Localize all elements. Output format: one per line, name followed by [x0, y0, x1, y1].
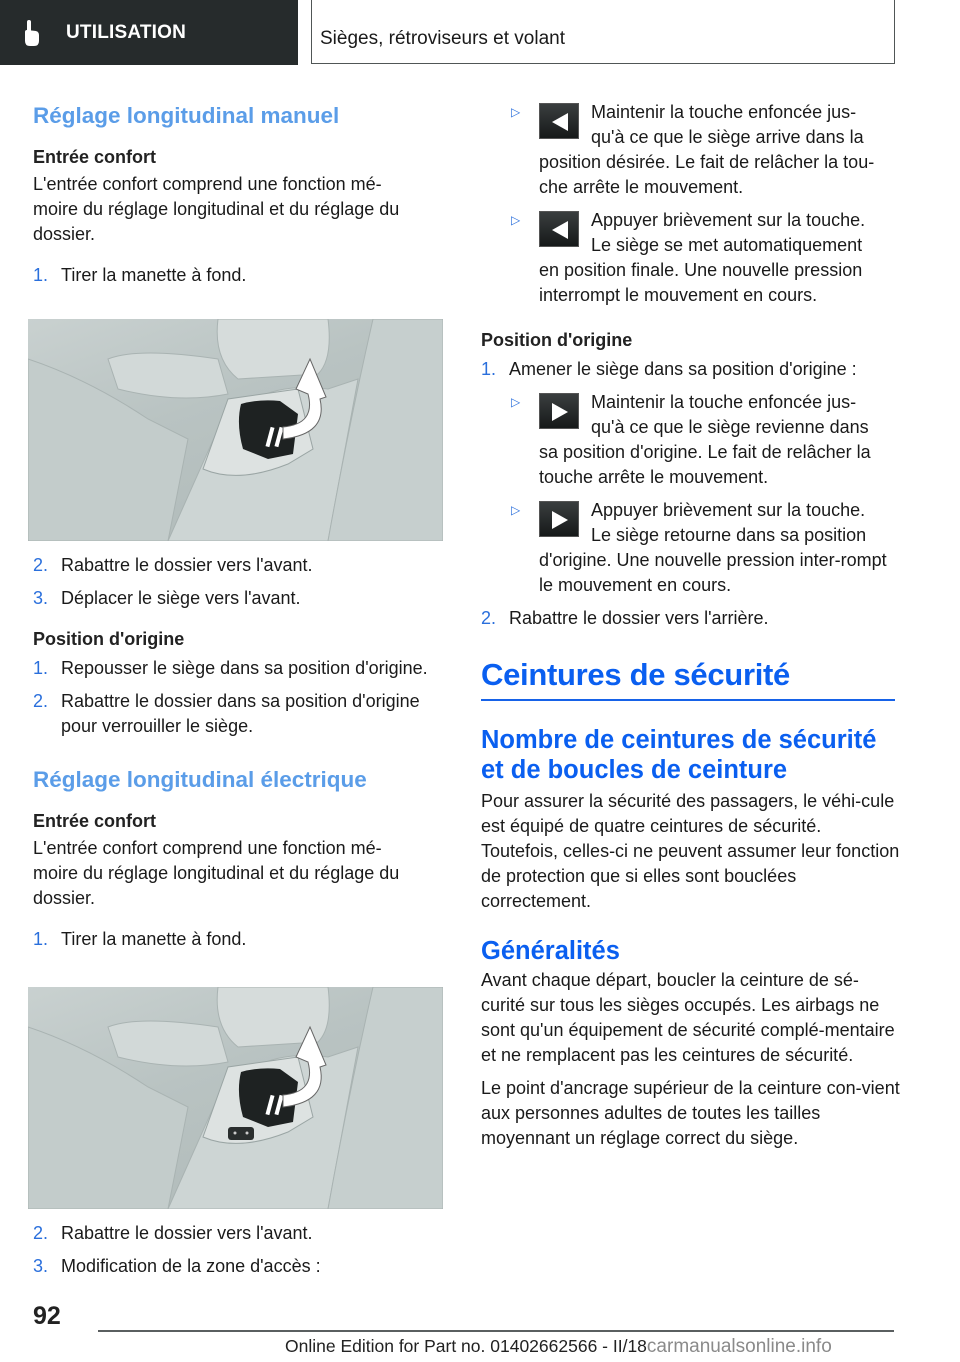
seat-lever-illustration	[28, 319, 443, 541]
paragraph-general-1: Avant chaque départ, boucler la ceinture de sé-curité sur tous les sièges occupés. Les airbags ne sont qu'un équipement de sécurité complé-mentaire et ne remplacent pas les ceintures de sécurité.	[481, 969, 895, 1065]
left-column-end	[33, 1221, 453, 1279]
subheading-comfort-entry: Entrée confort	[33, 147, 157, 167]
edition-text: Online Edition for Part no. 01402662566 - II/18	[285, 1336, 647, 1356]
heading-rule	[481, 699, 895, 701]
heading-belt-count: Nombre de ceintures de sécurité et de boucles de ceinture	[481, 725, 877, 784]
seat-lever-switch-illustration	[28, 987, 443, 1209]
list-text: Amener le siège dans sa position d'origine :	[509, 359, 857, 379]
list-item	[481, 606, 901, 631]
text-line: L'entrée confort comprend une fonction mé-	[33, 174, 382, 194]
left-column	[33, 100, 448, 288]
list-number: 1.	[33, 658, 49, 678]
list-text: Rabattre le dossier vers l'arrière.	[509, 608, 769, 628]
list-text: Rabattre le dossier dans sa position d'origine pour verrouiller le siège.	[61, 691, 420, 736]
heading-general: Généralités	[481, 936, 620, 965]
list-number: 3.	[33, 588, 49, 608]
heading-seat-belts: Ceintures de sécurité	[481, 657, 790, 692]
list-number: 1.	[33, 265, 49, 285]
list-item	[33, 656, 453, 681]
bullet-text: Le siège se met automatiquement	[591, 235, 863, 255]
paragraph-comfort-entry	[33, 172, 448, 247]
paragraph-belt-count: Pour assurer la sécurité des passagers, le véhi-cule est équipé de quatre ceintures de sécurité. Toutefois, celles-ci ne peuvent assumer leur fonction de protection que si elles sont bouclées correctement.	[481, 790, 900, 911]
right-arrow-key-icon	[539, 501, 579, 537]
list-text: Déplacer le siège vers l'avant.	[61, 588, 301, 608]
list-item	[33, 927, 453, 952]
list-text: Tirer la manette à fond.	[61, 265, 247, 285]
triangle-bullet-icon: ▷	[511, 213, 521, 227]
list-item	[33, 689, 453, 739]
list-number: 3.	[33, 1256, 49, 1276]
bullet-text: sa position d'origine. Le fait de relâcher la touche arrête le mouvement.	[539, 442, 871, 487]
footer-text	[285, 1336, 832, 1358]
list-item	[33, 263, 448, 288]
section-tab	[0, 0, 298, 65]
page-number: 92	[33, 1302, 61, 1330]
right-arrow-key-icon	[539, 393, 579, 429]
bullet-text: Appuyer brièvement sur la touche.	[591, 500, 866, 520]
section-label: UTILISATION	[66, 21, 187, 43]
text-line: moire du réglage longitudinal et du réglage du	[33, 199, 400, 219]
left-arrow-key-icon	[539, 103, 579, 139]
list-text: Tirer la manette à fond.	[61, 929, 247, 949]
left-column-cont	[33, 553, 453, 952]
list-item	[33, 553, 453, 578]
heading-electric-adjust: Réglage longitudinal électrique	[33, 767, 367, 792]
bullet-text: qu'à ce que le siège revienne dans	[591, 417, 869, 437]
chapter-header	[311, 0, 895, 64]
bullet-text: qu'à ce que le siège arrive dans la	[591, 127, 864, 147]
triangle-bullet-icon: ▷	[511, 395, 521, 409]
bullet-item	[481, 100, 901, 200]
bullet-text: en position finale. Une nouvelle pression interrompt le mouvement en cours.	[539, 260, 863, 305]
footer-rule	[98, 1330, 894, 1332]
list-number: 2.	[33, 1223, 49, 1243]
watermark-link[interactable]: carmanualsonline.info	[646, 1336, 832, 1357]
bullet-item	[481, 208, 901, 308]
bullet-text: position désirée. Le fait de relâcher la tou-che arrête le mouvement.	[539, 152, 875, 197]
bullet-text: d'origine. Une nouvelle pression inter-rompt le mouvement en cours.	[539, 550, 887, 595]
subheading-comfort-entry: Entrée confort	[33, 811, 157, 831]
bullet-item	[481, 390, 901, 490]
subheading-home-position: Position d'origine	[481, 330, 633, 350]
bullet-text: Maintenir la touche enfoncée jus-	[591, 392, 857, 412]
triangle-bullet-icon: ▷	[511, 503, 521, 517]
list-item	[33, 1221, 453, 1246]
text-line: L'entrée confort comprend une fonction mé-	[33, 838, 382, 858]
list-number: 2.	[33, 555, 49, 575]
text-line: dossier.	[33, 224, 96, 244]
list-number: 1.	[481, 359, 497, 379]
list-number: 1.	[33, 929, 49, 949]
list-text: Rabattre le dossier vers l'avant.	[61, 555, 313, 575]
list-text: Modification de la zone d'accès :	[61, 1256, 321, 1276]
list-number: 2.	[33, 691, 49, 711]
pointing-hand-icon	[22, 20, 40, 46]
text-line: dossier.	[33, 888, 96, 908]
list-text: Rabattre le dossier vers l'avant.	[61, 1223, 313, 1243]
heading-manual-adjust: Réglage longitudinal manuel	[33, 103, 340, 128]
right-column	[481, 100, 901, 1151]
list-item	[481, 357, 901, 382]
bullet-text: Maintenir la touche enfoncée jus-	[591, 102, 857, 122]
bullet-text: Appuyer brièvement sur la touche.	[591, 210, 866, 230]
triangle-bullet-icon: ▷	[511, 105, 521, 119]
chapter-title: Sièges, rétroviseurs et volant	[320, 27, 566, 49]
bullet-item	[481, 498, 901, 598]
left-arrow-key-icon	[539, 211, 579, 247]
subheading-home-position: Position d'origine	[33, 629, 185, 649]
list-number: 2.	[481, 608, 497, 628]
list-item	[33, 1254, 453, 1279]
paragraph-comfort-entry	[33, 836, 453, 911]
paragraph-general-2: Le point d'ancrage supérieur de la ceinture con-vient aux personnes adultes de toutes les tailles moyennant un réglage correct du siège.	[481, 1077, 900, 1148]
bullet-text: Le siège retourne dans sa position	[591, 525, 867, 545]
text-line: moire du réglage longitudinal et du réglage du	[33, 863, 400, 883]
list-text: Repousser le siège dans sa position d'origine.	[61, 658, 428, 678]
list-item	[33, 586, 453, 611]
